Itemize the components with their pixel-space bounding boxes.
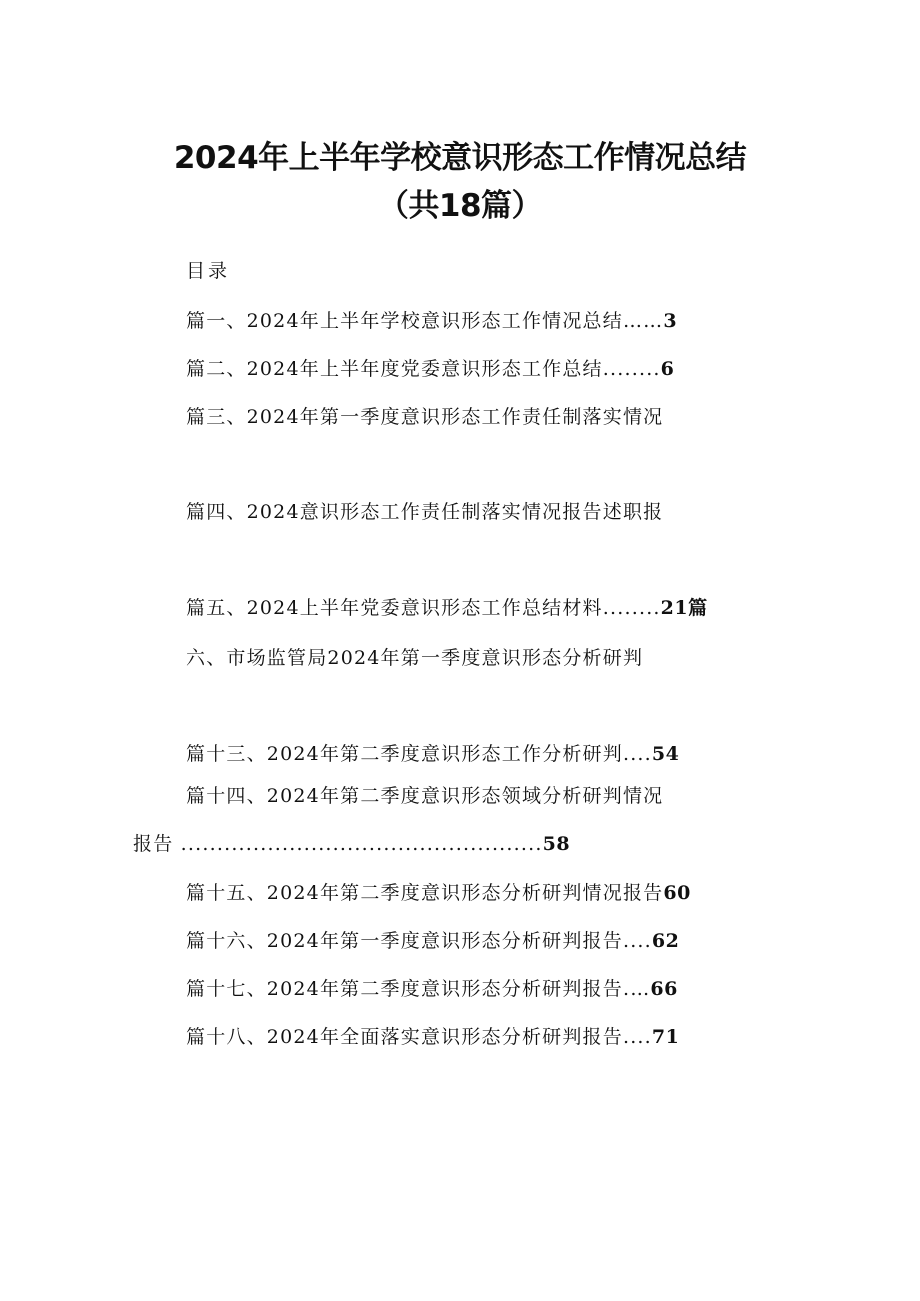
toc-entry-5[interactable] (186, 593, 708, 620)
toc-entry-2[interactable] (186, 354, 674, 381)
toc-entry-3[interactable] (186, 402, 663, 429)
toc-entry-13-text: 篇十三、2024年第二季度意识形态工作分析研判.... (186, 743, 652, 765)
toc-entry-14-continued[interactable] (133, 829, 570, 856)
toc-entry-13[interactable] (186, 739, 679, 766)
toc-entry-1-page: 3 (663, 310, 678, 332)
toc-entry-14[interactable] (186, 781, 663, 808)
toc-entry-16[interactable] (186, 926, 679, 953)
toc-entry-1-text: 篇一、2024年上半年学校意识形态工作情况总结…… (186, 310, 664, 332)
toc-entry-14-continued-text: 报告 .................................................. (133, 833, 543, 855)
toc-entry-16-page: 62 (651, 930, 680, 952)
toc-entry-5-text: 篇五、2024上半年党委意识形态工作总结材料........ (186, 597, 661, 619)
toc-entry-6-text: 六、市场监管局2024年第一季度意识形态分析研判 (186, 647, 644, 669)
toc-entry-14-text: 篇十四、2024年第二季度意识形态领域分析研判情况 (186, 785, 664, 807)
toc-entry-18-page: 71 (651, 1026, 680, 1048)
toc-entry-15[interactable] (186, 878, 691, 905)
toc-entry-15-text: 篇十五、2024年第二季度意识形态分析研判情况报告 (186, 882, 664, 904)
toc-entry-14-continued-page: 58 (542, 833, 571, 855)
toc-entry-2-text: 篇二、2024年上半年度党委意识形态工作总结........ (186, 358, 661, 380)
toc-entry-18[interactable] (186, 1022, 679, 1049)
toc-entry-15-page: 60 (663, 882, 691, 904)
toc-entry-6[interactable] (186, 643, 643, 670)
toc-heading: 目录 (186, 260, 231, 282)
toc-entry-4[interactable] (186, 497, 663, 524)
toc-entry-13-page: 54 (651, 743, 680, 765)
toc-entry-16-text: 篇十六、2024年第一季度意识形态分析研判报告.... (186, 930, 652, 952)
toc-entry-3-text: 篇三、2024年第一季度意识形态工作责任制落实情况 (186, 406, 664, 428)
toc-entry-18-text: 篇十八、2024年全面落实意识形态分析研判报告.... (186, 1026, 652, 1048)
toc-entry-5-page: 21篇 (660, 597, 708, 619)
document-title-line-2: （共18篇） (377, 188, 543, 224)
toc-entry-4-text: 篇四、2024意识形态工作责任制落实情况报告述职报 (186, 501, 664, 523)
toc-entry-2-page: 6 (660, 358, 675, 380)
toc-entry-1[interactable] (186, 306, 677, 333)
toc-entry-17-text: 篇十七、2024年第二季度意识形态分析研判报告.… (186, 978, 651, 1000)
toc-entry-17-page: 66 (650, 978, 678, 1000)
toc-entry-17[interactable] (186, 974, 678, 1001)
document-title-line-1: 2024年上半年学校意识形态工作情况总结 (173, 140, 747, 176)
